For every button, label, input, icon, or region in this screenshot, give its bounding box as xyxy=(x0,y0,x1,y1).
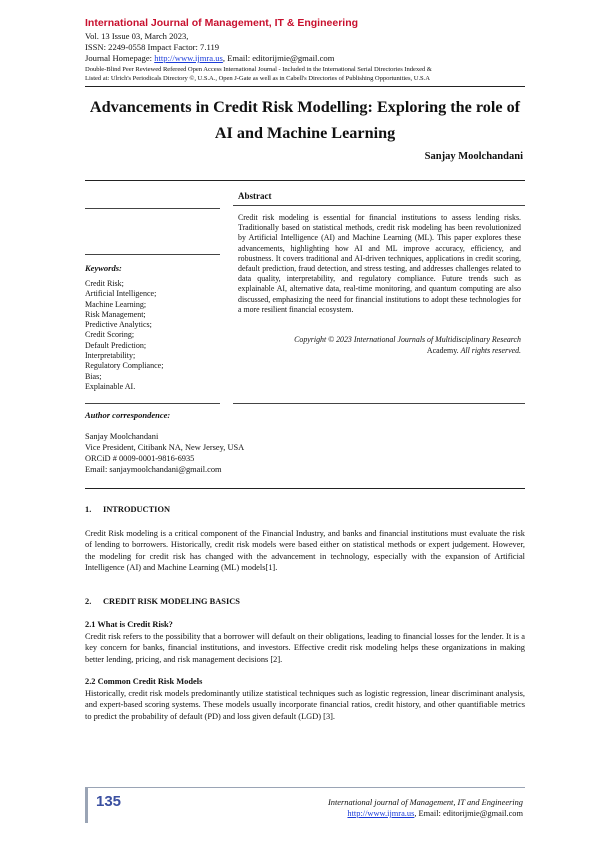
copyright-rights: All rights reserved. xyxy=(460,346,521,355)
introduction-paragraph: Credit Risk modeling is a critical component of the Financial Industry, and banks and financial institutions must evaluate the risk of lending to borrowers. Historically, credit risk models were based either on statistical methods or expert judgement. However, the modeling for credit risk has changed with the advancement in technology, especially with the expansion of Artificial Intelligence (AI) and Machine Learning (ML) models[1]. xyxy=(85,529,525,572)
section-number: 1. xyxy=(85,505,92,514)
footer-journal-info xyxy=(328,797,523,819)
keyword-item: Explainable AI. xyxy=(85,381,136,391)
homepage-link[interactable]: http://www.ijmra.us xyxy=(154,53,223,63)
section-number: 2. xyxy=(85,597,92,606)
keyword-item: Bias; xyxy=(85,371,102,381)
paper-title-line-2: AI and Machine Learning xyxy=(214,124,396,142)
keyword-item: Artificial Intelligence; xyxy=(85,289,157,299)
journal-name: International Journal of Management, IT & Engineering xyxy=(85,17,359,29)
keyword-item: Credit Risk; xyxy=(85,279,124,288)
footer-rule xyxy=(85,787,525,788)
section-heading-basics xyxy=(85,597,240,606)
footer-email: , Email: editorijmie@gmail.com xyxy=(414,809,523,818)
keywords-heading: Keywords: xyxy=(85,263,122,273)
correspondence-position: Vice President, Citibank NA, New Jersey, USA xyxy=(85,443,245,452)
page-number: 135 xyxy=(96,793,122,810)
keyword-item: Risk Management; xyxy=(85,309,146,319)
header-email: , Email: editorijmie@gmail.com xyxy=(222,53,335,63)
correspondence-name: Sanjay Moolchandani xyxy=(85,432,159,441)
left-divider-keywords xyxy=(85,254,220,255)
homepage-label: Journal Homepage: xyxy=(85,53,155,63)
footer-link[interactable]: http://www.ijmra.us xyxy=(347,809,415,818)
footer-journal-name: International journal of Management, IT and Engineering xyxy=(327,798,523,807)
keyword-item: Machine Learning; xyxy=(85,299,147,309)
author-name: Sanjay Moolchandani xyxy=(424,151,523,162)
title-rule xyxy=(85,180,525,181)
section-title: CREDIT RISK MODELING BASICS xyxy=(103,597,240,606)
subsection-heading-what-is-credit-risk: 2.1 What is Credit Risk? xyxy=(85,620,173,629)
footer-bar xyxy=(85,787,88,823)
keywords-list xyxy=(85,279,163,392)
issn-line: ISSN: 2249-0558 Impact Factor: 7.119 xyxy=(85,42,220,52)
credit-risk-paragraph: Credit risk refers to the possibility that a borrower will default on their obligations, leading to financial losses for the lender. It is a key concern for banks, financial institutions, and investors. Effective credit risk modeling helps these organizations in making better lending, pricing, and risk management decisions [2]. xyxy=(85,632,525,664)
abstract-divider-bottom xyxy=(233,403,525,404)
correspondence-orcid: ORCiD # 0009-0001-9816-6935 xyxy=(85,454,195,463)
correspondence-heading: Author correspondence: xyxy=(85,410,171,420)
common-models-paragraph: Historically, credit risk models predominantly utilize statistical techniques such as logistic regression, linear discriminant analysis, and expert-based scoring systems. These models usually incorporate financial ratios, credit history, and other quantifiable metrics to predict the probability of default (PD) and loss given default (LGD) [3]. xyxy=(85,689,525,721)
subsection-heading-common-models: 2.2 Common Credit Risk Models xyxy=(85,677,203,686)
abstract-heading: Abstract xyxy=(238,191,272,201)
indexing-line-1: Double-Blind Peer Reviewed Refereed Open Access International Journal - Included in the International Serial Directories Indexed & xyxy=(85,66,432,73)
copyright-line-1: Copyright © 2023 International Journals of Multidisciplinary Research xyxy=(294,335,521,344)
indexing-line-2: Listed at: Ulrich's Periodicals Directory ©, U.S.A., Open J-Gate as well as in Cabell's Directories of Publishing Opportunities, U.S.A xyxy=(85,75,430,82)
paper-title-line-1: Advancements in Credit Risk Modelling: Exploring the role of xyxy=(89,98,521,116)
section-title: INTRODUCTION xyxy=(103,505,171,514)
abstract-text: Credit risk modeling is essential for financial institutions to assess lending risks. Traditionally based on statistical methods, credit risk modeling has been revolutionized by Artificial Intelligence (AI) and Machine Learning (ML). This paper explores these advancements, highlighting how AI and ML improve accuracy, efficiency, and robustness. It covers traditional and AI-driven techniques, applications in credit scoring, default prediction, fraud detection, and stress testing, and addresses challenges related to data quality, interpretability, and regulatory compliance. Future trends such as explainable AI, alternative data, real-time monitoring, and quantum computing are also discussed, emphasizing the need for financial institutions to adopt these technologies for a more resilient financial ecosystem. xyxy=(238,213,521,314)
correspondence-block xyxy=(85,431,244,475)
keyword-item: Default Prediction; xyxy=(85,340,147,350)
body-rule xyxy=(85,488,525,489)
keyword-item: Credit Scoring; xyxy=(85,330,135,340)
abstract-divider-top xyxy=(233,205,525,206)
copyright-academy: Academy. xyxy=(426,346,461,355)
correspondence-email: Email: sanjaymoolchandani@gmail.com xyxy=(85,465,222,474)
header-rule xyxy=(85,86,525,87)
section-heading-introduction xyxy=(85,505,170,514)
keyword-item: Predictive Analytics; xyxy=(85,320,152,330)
left-divider-top xyxy=(85,208,220,209)
keyword-item: Regulatory Compliance; xyxy=(85,361,164,371)
homepage-line xyxy=(85,53,334,64)
copyright-notice xyxy=(238,334,521,356)
left-divider-bottom xyxy=(85,403,220,404)
keyword-item: Interpretability; xyxy=(85,351,136,361)
volume-line: Vol. 13 Issue 03, March 2023, xyxy=(85,31,189,41)
